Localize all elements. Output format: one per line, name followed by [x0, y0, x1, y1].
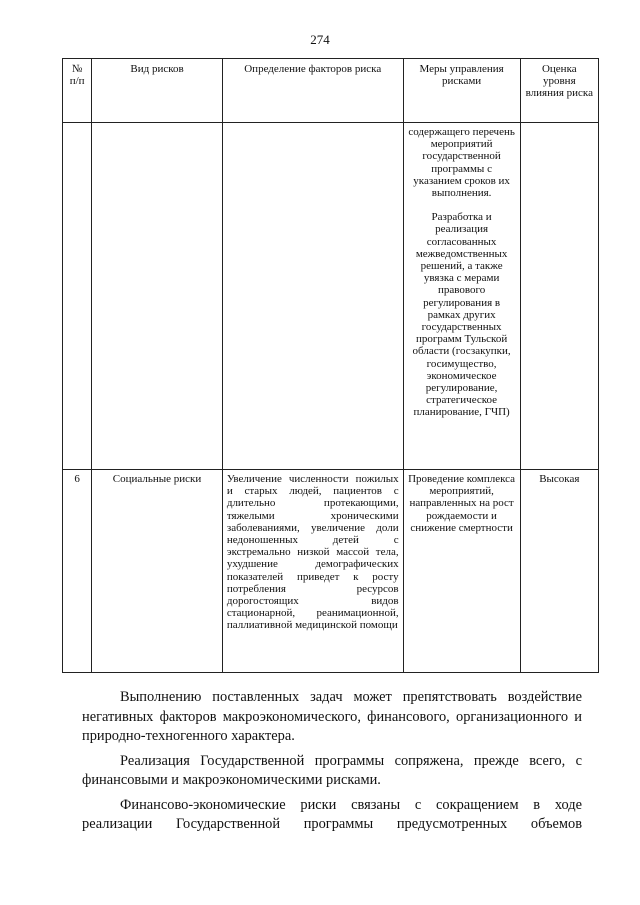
cell-risk-level: Высокая	[520, 470, 598, 673]
paragraph-2: Реализация Государственной программы сопряжена, прежде всего, с финансовыми и макроэкономическими рисками.	[82, 752, 582, 788]
table-row-6	[63, 470, 599, 673]
paragraph-3: Финансово-экономические риски связаны с сокращением в ходе реализации Государственной программы предусмотренных объемов	[82, 796, 582, 832]
header-risk-measures: Меры управления рисками	[403, 59, 520, 123]
cell-measures-continued	[403, 123, 520, 470]
cell-risk-measures: Проведение комплекса мероприятий, направленных на рост рождаемости и снижение смертности	[403, 470, 520, 673]
measures-text-1: содержащего перечень мероприятий государственной программы с указанием сроков их выполнения.	[408, 126, 515, 200]
header-risk-type: Вид рисков	[92, 59, 223, 123]
table-row-continuation	[63, 123, 599, 470]
risk-table	[62, 58, 599, 673]
paragraph-1: Выполнению поставленных задач может препятствовать воздействие негативных факторов макроэкономического, финансового, организационного и природно-техногенного характера.	[82, 689, 582, 744]
table-header-row	[63, 59, 599, 123]
cell-factors-empty	[222, 123, 403, 470]
cell-risk-factors: Увеличение численности пожилых и старых людей, пациентов с длительно протекающими, тяжелыми хроническими заболеваниями, увеличение доли недоношенных детей с экстремально низкой массой тела, ухудшение демографических показателей приведет к росту потребления ресурсов дорогостоящих видов стационарной, реанимационной, паллиативной медицинской помощи	[222, 470, 403, 673]
header-risk-level: Оценка уровня влияния риска	[520, 59, 598, 123]
measures-text-2: Разработка и реализация согласованных межведомственных решений, а также увязка с мерами правового регулирования в рамках других государственных программ Тульской области (госзакупки, госимущество, экономическое регулирование, стратегическое планирование, ГЧП)	[412, 211, 511, 419]
cell-type-empty	[92, 123, 223, 470]
cell-risk-type: Социальные риски	[92, 470, 223, 673]
cell-num: 6	[63, 470, 92, 673]
header-risk-factors: Определение факторов риска	[222, 59, 403, 123]
body-text	[82, 688, 582, 840]
page-number: 274	[310, 32, 330, 47]
header-num: № п/п	[63, 59, 92, 123]
cell-level-empty	[520, 123, 598, 470]
cell-num-empty	[63, 123, 92, 470]
